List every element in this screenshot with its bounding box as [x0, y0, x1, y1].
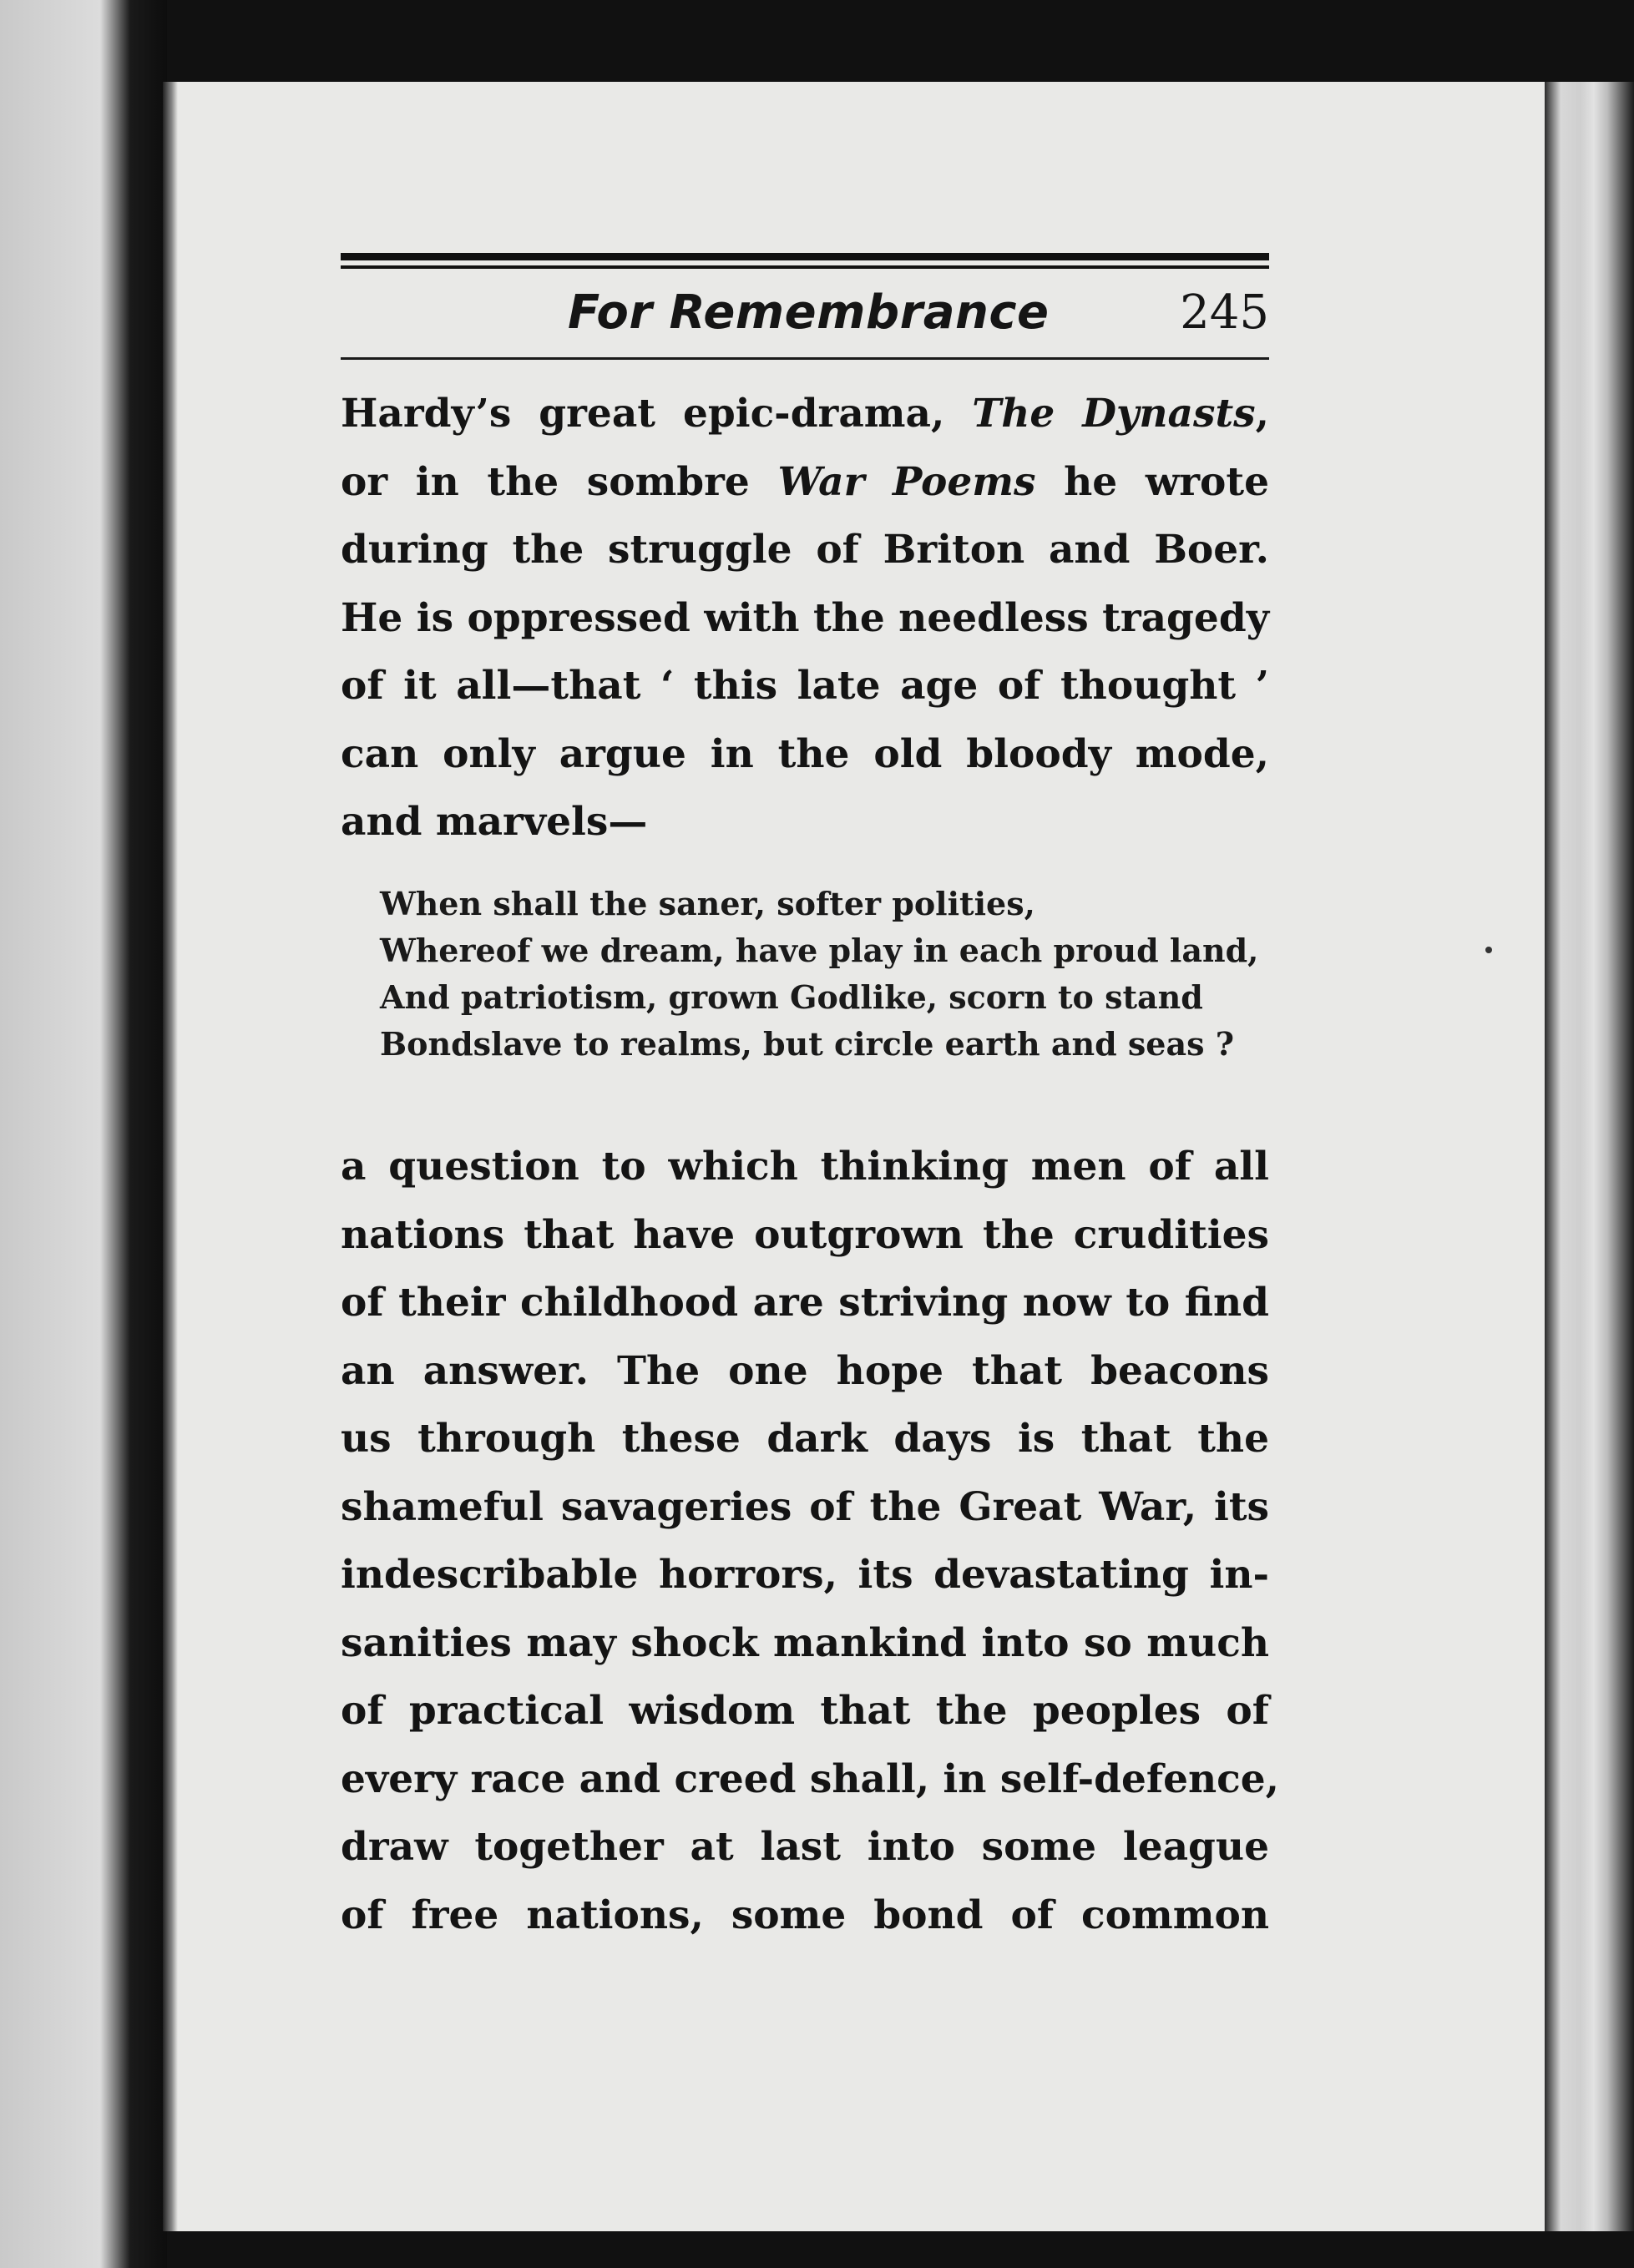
verse-line: Whereof we dream, have play in each proud land,	[380, 932, 1259, 969]
text-line: sanities may shock mankind into so much	[341, 1619, 1269, 1666]
scan-speck	[1485, 947, 1492, 953]
text-line: shameful savageries of the Great War, its	[341, 1483, 1269, 1530]
header-rule-thick	[341, 253, 1269, 260]
text-line: and marvels—	[341, 799, 648, 845]
text-line: of practical wisdom that the peoples of	[341, 1688, 1269, 1734]
scan-left-edge	[0, 0, 167, 2268]
verse-line: Bondslave to realms, but circle earth and seas ?	[380, 1025, 1234, 1063]
text-line: an answer. The one hope that beacons	[341, 1347, 1269, 1394]
paragraph-1	[341, 380, 1269, 856]
text-line: of free nations, some bond of common	[341, 1892, 1269, 1938]
text-line: indescribable horrors, its devastating in-	[341, 1552, 1269, 1598]
verse-line: And patriotism, grown Godlike, scorn to stand	[380, 978, 1203, 1016]
text-line: of it all—that ‘ this late age of thought ’	[341, 663, 1269, 709]
text-line: draw together at last into some league	[341, 1824, 1269, 1870]
text-line: nations that have outgrown the crudities	[341, 1211, 1269, 1258]
header-rule-bottom	[341, 357, 1269, 360]
verse-line: When shall the saner, softer polities,	[380, 885, 1035, 922]
page-binding-shadow	[163, 82, 178, 2231]
text-line: can only argue in the old bloody mode,	[341, 730, 1269, 777]
running-title: For Remembrance	[568, 285, 1050, 340]
header-rule-thin	[341, 265, 1269, 269]
text-line: every race and creed shall, in self-defence,	[341, 1755, 1280, 1802]
paragraph-2	[341, 1133, 1280, 1949]
text-line: during the struggle of Briton and Boer.	[341, 527, 1269, 573]
running-head	[341, 280, 1269, 346]
text-line: He is oppressed with the needless tragedy	[341, 594, 1269, 641]
text-line: us through these dark days is that the	[341, 1416, 1269, 1462]
text-line: or in the sombre War Poems he wrote	[341, 458, 1269, 505]
text-line: a question to which thinking men of all	[341, 1144, 1269, 1190]
scan-right-edge	[1545, 82, 1634, 2231]
verse-quotation	[380, 881, 1298, 1068]
page-number: 245	[1180, 285, 1269, 340]
text-line: Hardy’s great epic-drama, The Dynasts,	[341, 391, 1269, 437]
text-line: of their childhood are striving now to find	[341, 1280, 1269, 1326]
